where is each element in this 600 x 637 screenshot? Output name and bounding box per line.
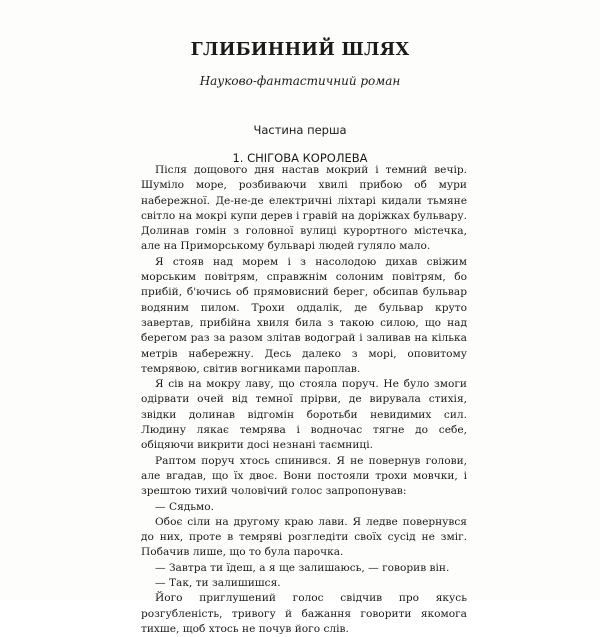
paragraph: Я стояв над морем і з насолодою дихав свіжим морським повітрям, справжнім солоним повітрям, бо прибій, б'ючись об прямовисний берег, обсипав бульвар водяним пилом. Трохи оддалік, де бульвар круто завертав, прибійна хвиля била з такою силою, що над берегом раз за разом злітав водограй і заливав на кілька метрів набережну. Десь далеко з морі, оповитому темрявою, світив вогниками пароплав. (141, 255, 467, 375)
book-title: ГЛИБИННИЙ ШЛЯХ (190, 40, 410, 60)
dialogue-line: — Завтра ти їдеш, а я ще залишаюсь, — говорив він. (155, 561, 450, 574)
paragraph: Я сів на мокру лаву, що стояла поруч. Не було змоги одірвати очей від темної прірви, де вирувала стихія, звідки долинав відгомін боротьби невидимих сил. Людину лякає темрява і водночас тягне до себе, обіцяючи викрити досі незнані таємниці. (141, 378, 467, 452)
paragraph: Раптом поруч хтось спинився. Я не повернув голови, але вгадав, що їх двоє. Вони постояли трохи мовчки, і зрештою тихий чоловічий голос запропонував: (141, 454, 467, 498)
part-heading: Частина перша (253, 123, 347, 137)
book-subtitle: Науково-фантастичний роман (199, 74, 401, 88)
paragraph: Після дощового дня настав мокрий і темний вечір. Шуміло море, розбиваючи хвилі прибою об мури набережної. Де-не-де електричні ліхтарі кидали тьмяне світло на мокрі купи дерев і гравій на доріжках бульвару. Долинав гомін з головної вулиці курортного містечка, але на Приморському бульварі людей гуляло мало. (141, 164, 467, 253)
dialogue-line: — Сядьмо. (155, 500, 215, 513)
dialogue-line: — Так, ти залишишся. (155, 577, 281, 590)
paragraph: Його приглушений голос свідчив про якусь розгубленість, тривогу й бажання говорити якомога тихше, щоб хтось не почув його слів. (141, 592, 467, 635)
chapter-heading: 1. СНІГОВА КОРОЛЕВА (232, 151, 368, 165)
chapter-text (141, 163, 467, 637)
paragraph: Обоє сіли на другому краю лави. Я ледве повернувся до них, проте в темряві розгледіти своїх сусід не зміг. Побачив лише, що то була парочка. (141, 515, 467, 559)
